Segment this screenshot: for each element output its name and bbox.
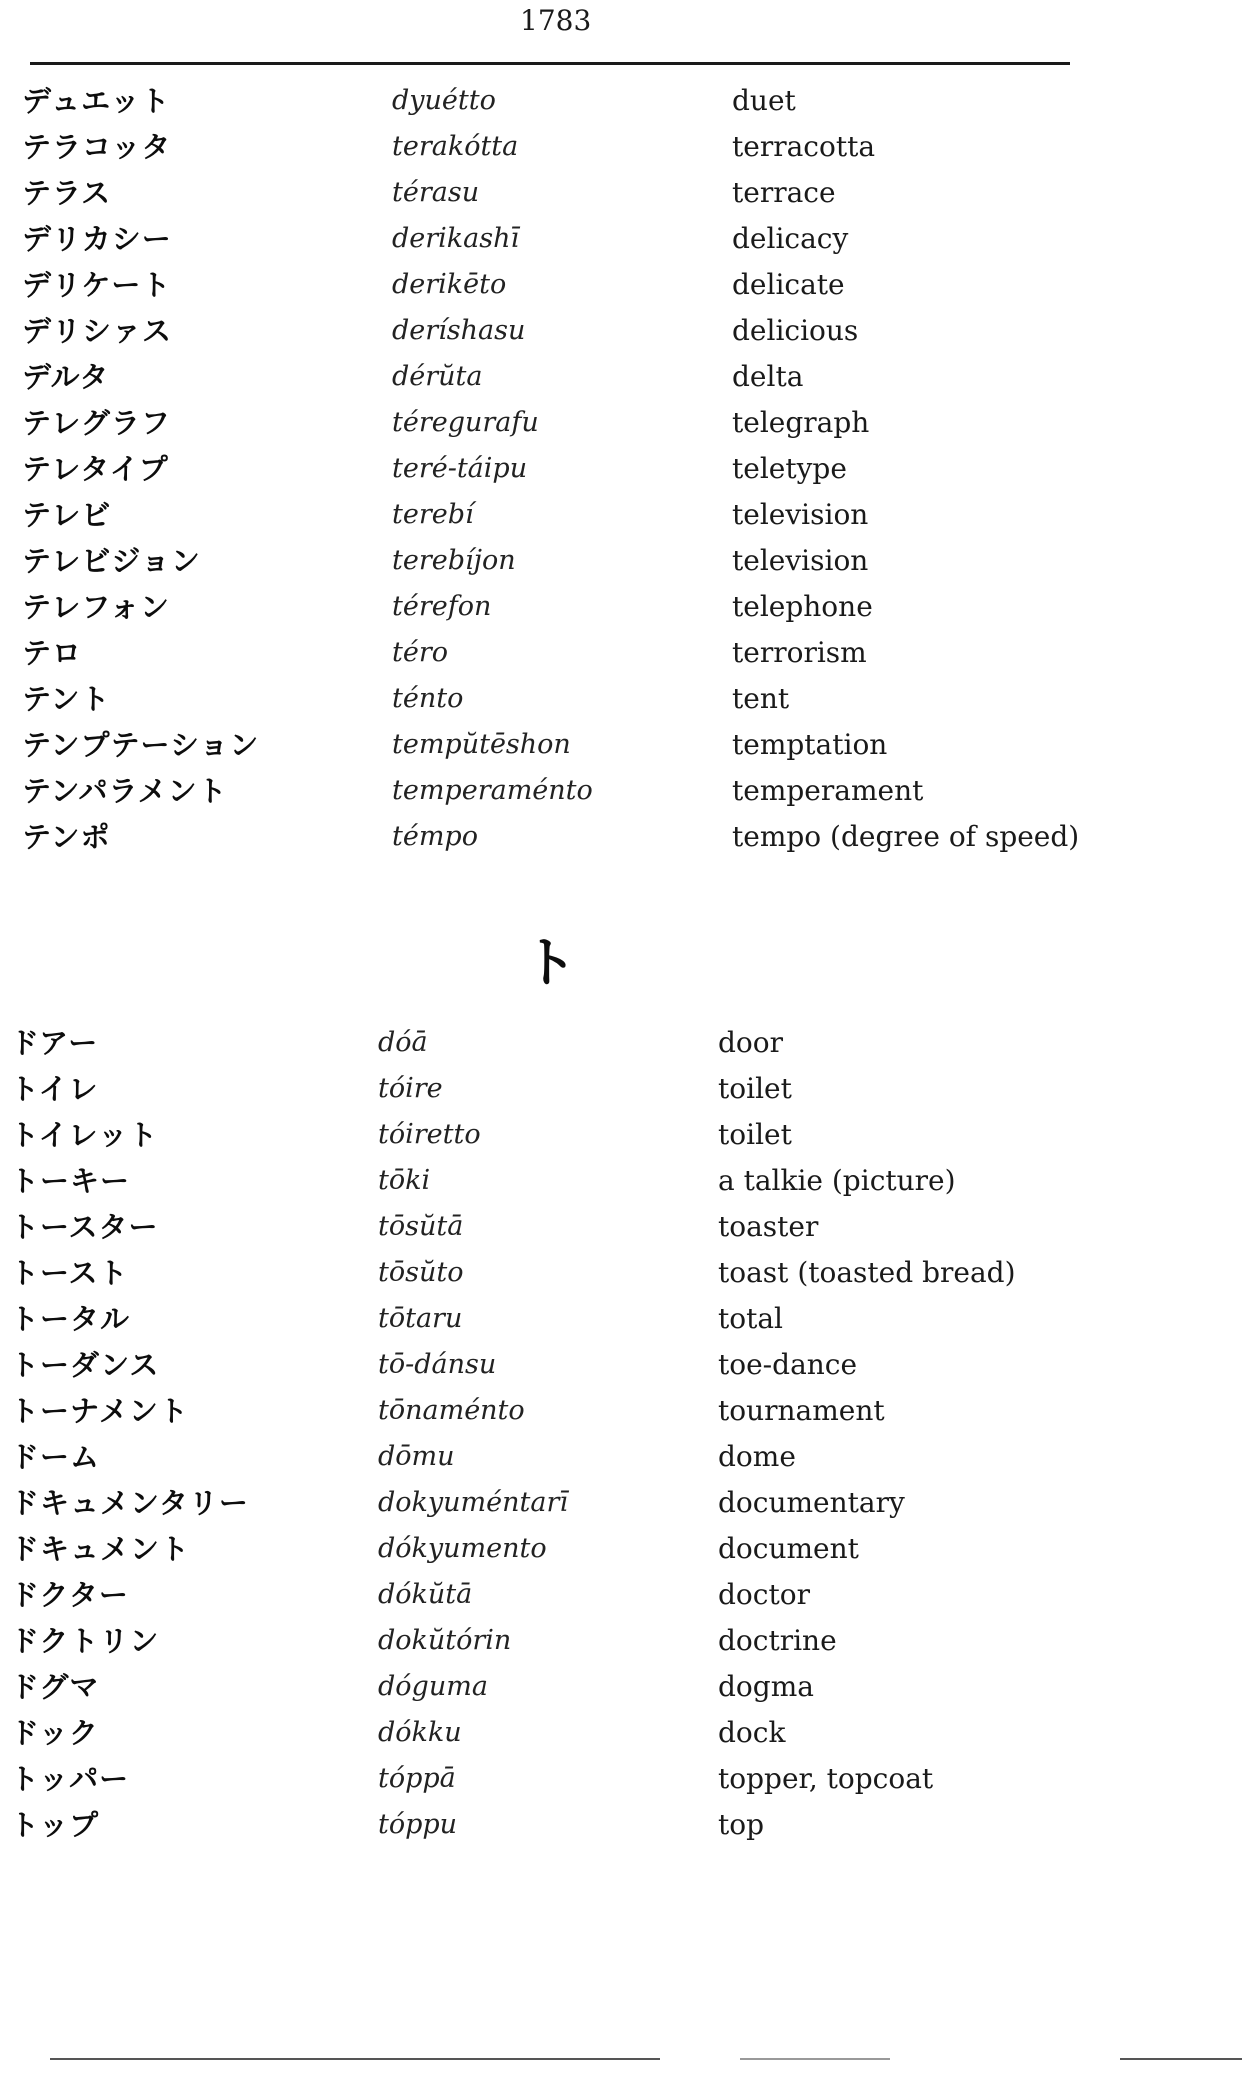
entry-romaji: tempŭtēshon	[392, 729, 571, 760]
entry-romaji: dōmu	[378, 1441, 455, 1472]
entry-kana: テレタイプ	[22, 452, 169, 486]
entry-english: total	[718, 1302, 784, 1335]
entry-romaji: dóā	[378, 1027, 428, 1058]
entry-romaji: terebíjon	[392, 545, 516, 576]
entry-kana: テレグラフ	[22, 406, 171, 440]
entry-english: teletype	[732, 452, 847, 485]
entry-romaji: tōsŭto	[378, 1257, 464, 1288]
entry-kana: テロ	[22, 636, 83, 670]
entry-english: terrace	[732, 176, 836, 209]
entry-romaji: tōki	[378, 1165, 431, 1196]
dictionary-entry	[0, 1710, 1242, 1756]
entry-kana: デュエット	[22, 84, 171, 118]
entry-english: terrorism	[732, 636, 867, 669]
entry-kana: トイレット	[10, 1118, 159, 1152]
entry-kana: トイレ	[10, 1072, 99, 1106]
entry-kana: ドーム	[10, 1440, 101, 1474]
dictionary-entry	[0, 1204, 1242, 1250]
entry-romaji: tóppā	[378, 1763, 456, 1794]
entry-kana: ドキュメント	[10, 1532, 191, 1566]
entry-romaji: téro	[392, 637, 448, 668]
entry-english: tempo (degree of speed)	[732, 820, 1080, 853]
entry-english: documentary	[718, 1486, 905, 1519]
entry-english: telegraph	[732, 406, 870, 439]
entry-romaji: dokyuméntarī	[378, 1487, 569, 1518]
entry-kana: デリケート	[22, 268, 172, 302]
entry-english: delta	[732, 360, 804, 393]
dictionary-entry	[0, 308, 1242, 354]
entry-kana: デルタ	[22, 360, 110, 394]
entry-romaji: dyuétto	[392, 85, 496, 116]
entry-english: topper, topcoat	[718, 1762, 934, 1795]
footer-rule	[50, 2058, 660, 2060]
entry-kana: デリシァス	[22, 314, 173, 348]
entry-kana: トッパー	[10, 1762, 130, 1796]
entry-kana: ドアー	[10, 1026, 99, 1060]
te-entry-list	[0, 78, 1242, 860]
entry-kana: テラス	[22, 176, 112, 210]
entry-english: dome	[718, 1440, 796, 1473]
entry-romaji: tōnaménto	[378, 1395, 525, 1426]
entry-kana: ドクター	[10, 1578, 129, 1612]
dictionary-entry	[0, 1480, 1242, 1526]
dictionary-entry	[0, 400, 1242, 446]
entry-kana: テレフォン	[22, 590, 170, 624]
entry-kana: テレビジョン	[22, 544, 201, 578]
dictionary-entry	[0, 584, 1242, 630]
entry-english: a talkie (picture)	[718, 1164, 956, 1197]
entry-romaji: tōtaru	[378, 1303, 463, 1334]
entry-romaji: téregurafu	[392, 407, 539, 438]
entry-romaji: dókyumento	[378, 1533, 547, 1564]
entry-romaji: teré-táipu	[392, 453, 528, 484]
entry-english: doctor	[718, 1578, 810, 1611]
entry-english: television	[732, 498, 869, 531]
entry-english: temptation	[732, 728, 888, 761]
entry-english: telephone	[732, 590, 873, 623]
entry-kana: トーナメント	[10, 1394, 189, 1428]
dictionary-entry	[0, 1526, 1242, 1572]
dictionary-entry	[0, 1250, 1242, 1296]
section-heading: ト	[523, 931, 577, 994]
entry-kana: トップ	[10, 1808, 100, 1842]
dictionary-entry	[0, 1066, 1242, 1112]
entry-kana: テラコッタ	[22, 130, 172, 164]
dictionary-entry	[0, 262, 1242, 308]
entry-romaji: derikashī	[392, 223, 520, 254]
entry-kana: トースト	[10, 1256, 129, 1290]
entry-romaji: dókŭtā	[378, 1579, 473, 1610]
dictionary-entry	[0, 1296, 1242, 1342]
entry-romaji: dókku	[378, 1717, 462, 1748]
entry-english: top	[718, 1808, 765, 1841]
entry-kana: トースター	[10, 1210, 159, 1244]
dictionary-entry	[0, 1158, 1242, 1204]
dictionary-entry	[0, 216, 1242, 262]
dictionary-entry	[0, 768, 1242, 814]
entry-romaji: tóppu	[378, 1809, 458, 1840]
entry-english: document	[718, 1532, 859, 1565]
entry-kana: テンプテーション	[22, 728, 260, 762]
dictionary-entry	[0, 78, 1242, 124]
entry-kana: トータル	[10, 1302, 131, 1336]
entry-romaji: tóire	[378, 1073, 443, 1104]
entry-romaji: ténto	[392, 683, 464, 714]
footer-rule	[740, 2058, 890, 2060]
entry-romaji: térasu	[392, 177, 480, 208]
entry-romaji: terebí	[392, 499, 474, 530]
dictionary-entry	[0, 722, 1242, 768]
header-rule	[30, 62, 1070, 65]
dictionary-entry	[0, 1434, 1242, 1480]
dictionary-entry	[0, 676, 1242, 722]
to-entry-list	[0, 1020, 1242, 1848]
entry-romaji: tóiretto	[378, 1119, 481, 1150]
dictionary-entry	[0, 1388, 1242, 1434]
entry-romaji: tō-dánsu	[378, 1349, 497, 1380]
entry-english: television	[732, 544, 869, 577]
entry-romaji: témpo	[392, 821, 478, 852]
dictionary-entry	[0, 170, 1242, 216]
entry-romaji: dóguma	[378, 1671, 488, 1702]
dictionary-entry	[0, 1756, 1242, 1802]
entry-romaji: dérŭta	[392, 361, 483, 392]
entry-romaji: temperaménto	[392, 775, 593, 806]
entry-english: duet	[732, 84, 796, 117]
dictionary-entry	[0, 814, 1242, 860]
entry-kana: ドック	[10, 1716, 99, 1750]
entry-english: terracotta	[732, 130, 876, 163]
dictionary-entry	[0, 1664, 1242, 1710]
dictionary-entry	[0, 1802, 1242, 1848]
dictionary-entry	[0, 1572, 1242, 1618]
entry-romaji: tōsŭtā	[378, 1211, 464, 1242]
dictionary-entry	[0, 124, 1242, 170]
entry-english: tournament	[718, 1394, 885, 1427]
entry-kana: テンポ	[22, 820, 111, 854]
entry-english: toaster	[718, 1210, 819, 1243]
entry-english: dock	[718, 1716, 786, 1749]
entry-kana: テンパラメント	[22, 774, 228, 808]
entry-kana: テント	[22, 682, 111, 716]
entry-english: toilet	[718, 1072, 792, 1105]
entry-kana: トーキー	[10, 1164, 131, 1198]
entry-english: doctrine	[718, 1624, 837, 1657]
entry-english: toilet	[718, 1118, 792, 1151]
entry-kana: デリカシー	[22, 222, 172, 256]
page-number: 1783	[520, 4, 592, 37]
dictionary-entry	[0, 446, 1242, 492]
entry-kana: ドクトリン	[10, 1624, 160, 1658]
dictionary-entry	[0, 1618, 1242, 1664]
entry-english: temperament	[732, 774, 924, 807]
entry-english: tent	[732, 682, 790, 715]
entry-romaji: dokŭtórin	[378, 1625, 512, 1656]
dictionary-entry	[0, 1020, 1242, 1066]
entry-romaji: terakótta	[392, 131, 519, 162]
entry-romaji: deríshasu	[392, 315, 526, 346]
entry-english: delicious	[732, 314, 859, 347]
dictionary-entry	[0, 1112, 1242, 1158]
dictionary-entry	[0, 492, 1242, 538]
entry-english: delicacy	[732, 222, 849, 255]
entry-kana: テレビ	[22, 498, 112, 532]
dictionary-entry	[0, 630, 1242, 676]
dictionary-entry	[0, 538, 1242, 584]
entry-english: toe-dance	[718, 1348, 858, 1381]
entry-english: toast (toasted bread)	[718, 1256, 1016, 1289]
footer-rule	[1120, 2058, 1242, 2060]
dictionary-entry	[0, 1342, 1242, 1388]
entry-english: door	[718, 1026, 784, 1059]
entry-english: dogma	[718, 1670, 814, 1703]
dictionary-entry	[0, 354, 1242, 400]
entry-kana: ドグマ	[10, 1670, 100, 1704]
entry-romaji: térefon	[392, 591, 492, 622]
entry-kana: トーダンス	[10, 1348, 160, 1382]
entry-romaji: derikēto	[392, 269, 507, 300]
entry-english: delicate	[732, 268, 845, 301]
entry-kana: ドキュメンタリー	[10, 1486, 249, 1520]
